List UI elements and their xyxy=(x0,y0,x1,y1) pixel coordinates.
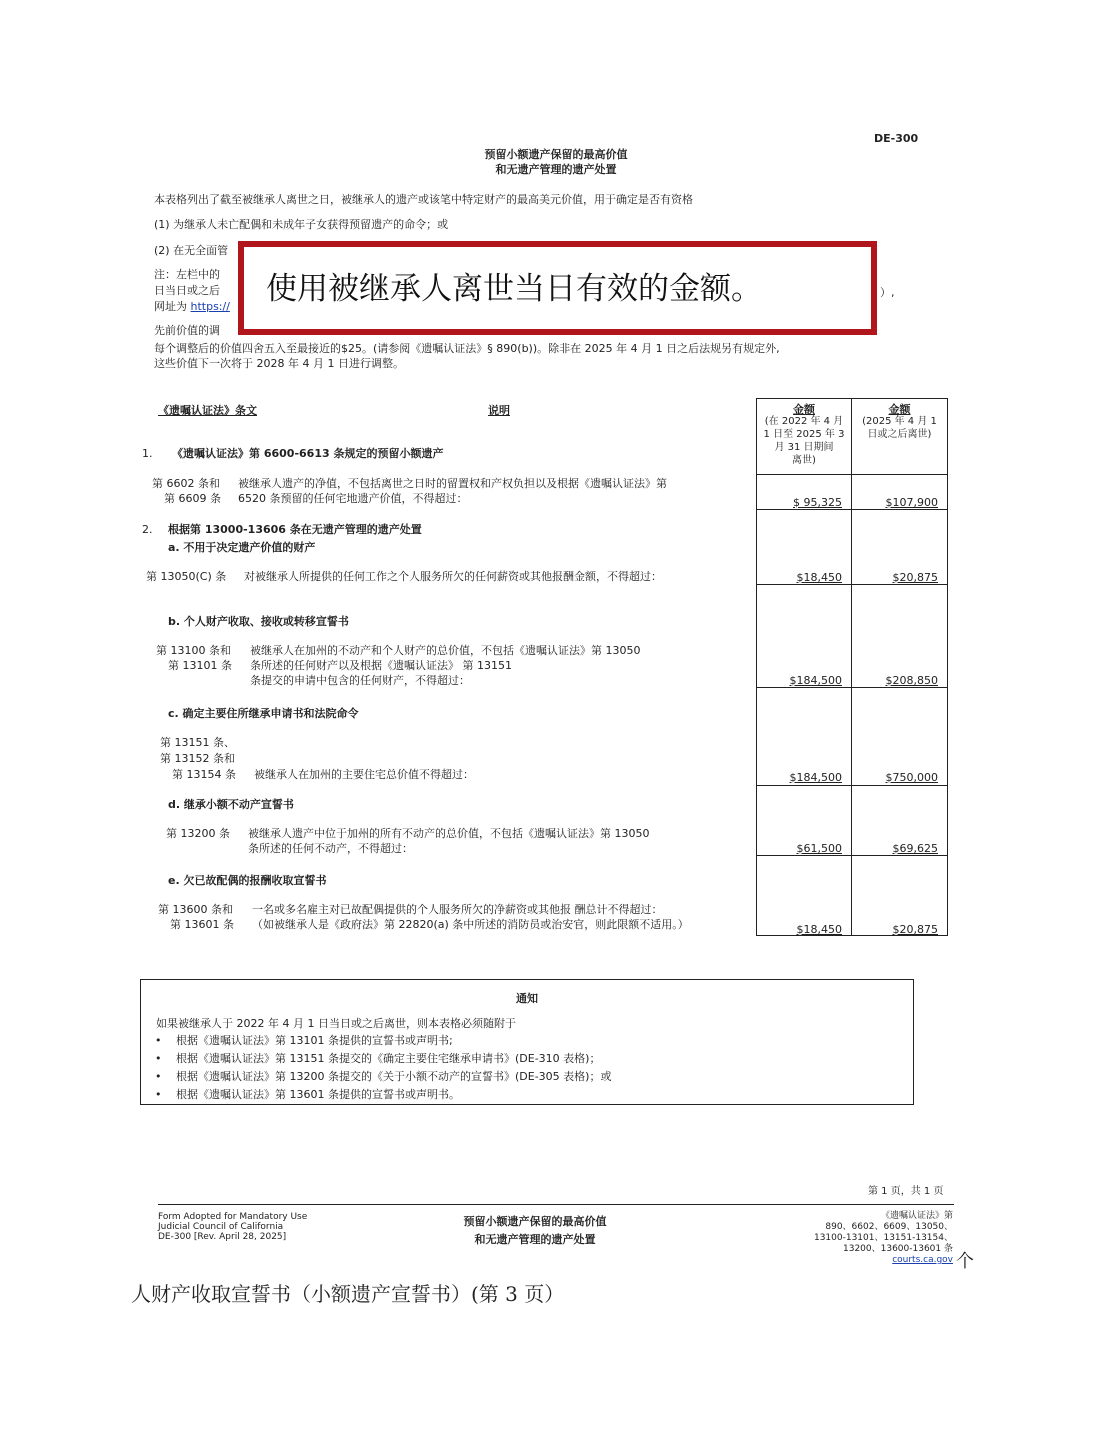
b-amount-2022: $184,500 xyxy=(789,674,842,687)
e-title: e. 欠已故配偶的报酬收取宣誓书 xyxy=(168,874,327,887)
highlight-callout xyxy=(238,241,877,335)
d-code: 第 13200 条 xyxy=(166,827,230,840)
footer-right: 《遗嘱认证法》第 890、6602、6609、13050、 13100-13101、13151-13154、 13200、13600-13601 条 courts.ca.gov xyxy=(780,1211,953,1266)
notice-item: 根据《遗嘱认证法》第 13601 条提供的宣誓书或声明书。 xyxy=(176,1088,460,1101)
prior-line3: 这些价值下一次将于 2028 年 4 月 1 日进行调整。 xyxy=(154,357,404,370)
row-divider xyxy=(756,855,948,856)
notice-bullet: • xyxy=(155,1088,162,1101)
footer-link[interactable]: courts.ca.gov xyxy=(892,1255,953,1265)
amt1-subheader: (在 2022 年 4 月 1 日至 2025 年 3 月 31 日期间 离世) xyxy=(763,416,845,466)
form-title-line2: 和无遗产管理的遗产处置 xyxy=(495,163,617,176)
sec1-number: 1. xyxy=(142,447,153,460)
notice-title: 通知 xyxy=(516,992,538,1005)
d-amount-2025: $69,625 xyxy=(892,842,938,855)
note-tail: ）, xyxy=(880,286,895,299)
c-title: c. 确定主要住所继承申请书和法院命令 xyxy=(168,707,359,720)
e-amount-2022: $18,450 xyxy=(796,923,842,936)
sec1-code: 第 6602 条和 第 6609 条 xyxy=(152,477,221,505)
d-title: d. 继承小额不动产宣誓书 xyxy=(168,798,294,811)
note-line2: 日当日或之后 xyxy=(154,284,220,297)
b-amount-2025: $208,850 xyxy=(885,674,938,687)
prior-line2: 每个调整后的价值四舍五入至最接近的$25。(请参阅《遗嘱认证法》§ 890(b))。除非在 2025 年 4 月 1 日之后法规另有规定外, xyxy=(154,342,780,355)
row-divider xyxy=(756,785,948,786)
notice-item: 根据《遗嘱认证法》第 13200 条提交的《关于小额不动产的宣誓书》(DE-305 表格)；或 xyxy=(176,1070,612,1083)
e-code: 第 13600 条和 第 13601 条 xyxy=(158,903,234,931)
amt1-header: 金额 xyxy=(793,403,815,416)
courts-link[interactable]: https:// xyxy=(190,300,230,313)
c-amount-2022: $184,500 xyxy=(789,771,842,784)
a-amount-2022: $18,450 xyxy=(796,571,842,584)
row-divider xyxy=(756,687,948,688)
notice-bullet: • xyxy=(155,1052,162,1065)
amt2-header: 金额 xyxy=(888,403,911,416)
c-amount-2025: $750,000 xyxy=(885,771,938,784)
a-amount-2025: $20,875 xyxy=(892,571,938,584)
callout-text: 使用被继承人离世当日有效的金额。 xyxy=(266,271,762,307)
item1-text: (1) 为继承人未亡配偶和未成年子女获得预留遗产的命令；或 xyxy=(154,218,449,231)
row-divider xyxy=(756,584,948,585)
row-divider xyxy=(756,474,948,475)
note-line3: 网址为 https:// xyxy=(154,300,230,313)
footer-rule xyxy=(158,1204,954,1205)
sec1-amount-2025: $107,900 xyxy=(885,496,938,509)
d-desc: 被继承人遗产中位于加州的所有不动产的总价值，不包括《遗嘱认证法》第 13050 条所述的任何不动产，不得超过： xyxy=(248,827,650,855)
prior-line1: 先前价值的调 xyxy=(154,324,220,337)
sec2-title: 根据第 13000-13606 条在无遗产管理的遗产处置 xyxy=(168,523,422,536)
a-code: 第 13050(C) 条 xyxy=(146,570,227,583)
e-amount-2025: $20,875 xyxy=(892,923,938,936)
sec1-desc: 被继承人遗产的净值，不包括离世之日时的留置权和产权负担以及根据《遗嘱认证法》第 6520 条预留的任何宅地遗产价值，不得超过： xyxy=(238,477,667,505)
row-divider xyxy=(756,509,948,510)
amt2-subheader: (2025 年 4 月 1 日或之后离世) xyxy=(862,416,937,440)
sec1-amount-2022: $ 95,325 xyxy=(793,496,842,509)
d-amount-2022: $61,500 xyxy=(796,842,842,855)
a-title: a. 不用于决定遗产价值的财产 xyxy=(168,541,316,554)
b-desc: 被继承人在加州的不动产和个人财产的总价值，不包括《遗嘱认证法》第 13050 条所述的任何财产以及根据《遗嘱认证法》 第 13151 条提交的申请中包含的任何财产，不得超过： xyxy=(250,644,641,687)
form-id: DE-300 xyxy=(874,132,919,145)
col-header-desc: 说明 xyxy=(488,404,510,417)
trailing-char: 个 xyxy=(956,1251,974,1272)
col-header-code: 《遗嘱认证法》条文 xyxy=(158,404,257,417)
e-desc: 一名或多名雇主对已故配偶提供的个人服务所欠的净薪资或其他报 酬总计不得超过： （如被继承人是《政府法》第 22820(a) 条中所述的消防员或治安官，则此限额不适用。） xyxy=(252,903,689,931)
page-number: 第 1 页，共 1 页 xyxy=(868,1186,944,1197)
form-title-line1: 预留小额遗产保留的最高价值 xyxy=(484,148,628,161)
sec1-title: 《遗嘱认证法》第 6600-6613 条规定的预留小额遗产 xyxy=(172,447,444,460)
notice-intro: 如果被继承人于 2022 年 4 月 1 日当日或之后离世，则本表格必须随附于 xyxy=(156,1017,516,1030)
b-code: 第 13100 条和 第 13101 条 xyxy=(156,644,232,672)
footer-left: Form Adopted for Mandatory Use Judicial Council of California DE-300 [Rev. April 28, 2025] xyxy=(158,1212,308,1242)
b-title: b. 个人财产收取、接收或转移宣誓书 xyxy=(168,615,349,628)
notice-bullet: • xyxy=(155,1034,162,1047)
sec2-number: 2. xyxy=(142,523,153,536)
a-desc: 对被继承人所提供的任何工作之个人服务所欠的任何薪资或其他报酬金额，不得超过： xyxy=(244,570,662,583)
notice-item: 根据《遗嘱认证法》第 13151 条提交的《确定主要住宅继承申请书》(DE-310 表格)； xyxy=(176,1052,601,1065)
intro-text: 本表格列出了截至被继承人离世之日，被继承人的遗产或该笔中特定财产的最高美元价值，用于确定是否有资格 xyxy=(154,193,693,206)
notice-bullet: • xyxy=(155,1070,162,1083)
footer-title: 预留小额遗产保留的最高价值 和无遗产管理的遗产处置 xyxy=(463,1215,607,1246)
c-code: 第 13151 条、 第 13152 条和 第 13154 条 xyxy=(160,736,236,781)
c-desc: 被继承人在加州的主要住宅总价值不得超过： xyxy=(254,768,474,781)
bottom-caption: 人财产收取宣誓书（小额遗产宣誓书）(第 3 页） xyxy=(131,1282,565,1306)
notice-item: 根据《遗嘱认证法》第 13101 条提供的宣誓书或声明书; xyxy=(176,1034,453,1047)
note-line1: 注：左栏中的 xyxy=(154,268,220,281)
item2-text: (2) 在无全面管 xyxy=(154,244,229,257)
